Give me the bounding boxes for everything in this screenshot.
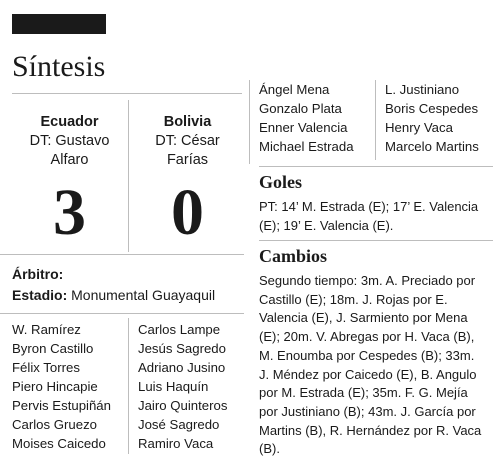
goals-text <box>259 198 493 235</box>
ecuador-lineup-left <box>12 320 111 453</box>
player: José Sagredo <box>138 417 220 432</box>
player: Marcelo Martins <box>385 139 479 154</box>
referee-label: Árbitro: <box>12 266 64 282</box>
away-team-name: Bolivia <box>163 114 212 130</box>
player: Henry Vaca <box>385 120 453 135</box>
changes-heading: Cambios <box>259 246 328 266</box>
home-team-name: Ecuador <box>40 114 99 130</box>
player: Luis Haquín <box>138 379 209 394</box>
player: Moises Caicedo <box>12 436 106 451</box>
player: Adriano Jusino <box>138 360 226 375</box>
player: L. Justiniano <box>385 82 460 97</box>
player: Enner Valencia <box>259 120 348 135</box>
home-coach-line2: Alfaro <box>50 152 89 168</box>
away-score: 0 <box>171 176 204 249</box>
changes-line: (E); 20m. V. Abregas por H. Vaca (B), <box>259 329 475 345</box>
page-column-divider <box>249 80 250 164</box>
goals-heading: Goles <box>259 172 302 192</box>
teams-divider <box>128 100 129 252</box>
changes-line: (B). <box>259 441 280 457</box>
home-coach-line1: DT: Gustavo <box>29 133 110 149</box>
title-divider <box>12 93 242 94</box>
bolivia-lineup-right <box>385 80 479 156</box>
ecuador-lineup-right <box>259 80 354 156</box>
changes-line: Castillo (E); 18m. J. Rojas por E. <box>259 291 448 307</box>
away-coach-line1: DT: César <box>155 133 220 149</box>
changes-line: por Justiniano (B); 43m. J. García por <box>259 403 476 419</box>
player: Jesús Sagredo <box>138 341 226 356</box>
home-score: 3 <box>53 176 86 249</box>
lineup-column-divider <box>128 318 129 454</box>
changes-divider <box>259 240 493 241</box>
goals-line: PT: 14’ M. Estrada (E); 17’ E. Valencia <box>259 199 479 214</box>
player: Carlos Lampe <box>138 322 221 337</box>
bolivia-lineup-left <box>138 320 227 453</box>
changes-line: Valencia (E), J. Sarmiento por Mena <box>259 310 468 326</box>
section-title: Síntesis <box>12 50 106 83</box>
changes-line: por M. Estrada (E); 35m. F. G. Mejía <box>259 385 468 401</box>
stadium-line <box>12 287 215 303</box>
score-divider <box>0 254 244 255</box>
stadium-value: Monumental Guayaquil <box>71 287 216 303</box>
lineup-divider <box>0 313 244 314</box>
player: Gonzalo Plata <box>259 101 342 116</box>
changes-line: M. Enoumba por Cespedes (B); 33m. <box>259 347 475 363</box>
player: W. Ramírez <box>12 322 81 337</box>
player: Carlos Gruezo <box>12 417 98 432</box>
player: Piero Hincapie <box>12 379 98 394</box>
referee-line <box>12 266 63 282</box>
stadium-label: Estadio: <box>12 287 68 303</box>
player: Félix Torres <box>12 360 80 375</box>
player: Boris Cespedes <box>385 101 479 116</box>
away-coach-line2: Farías <box>166 152 209 168</box>
changes-text <box>259 272 493 459</box>
section-marker-bar <box>12 14 106 34</box>
goals-line: (E); 19’ E. Valencia (E). <box>259 217 394 233</box>
changes-line: J. Méndez por Caicedo (E), B. Angulo <box>259 366 477 382</box>
player: Pervis Estupiñán <box>12 398 111 413</box>
goals-divider <box>259 166 493 167</box>
right-lineup-divider <box>375 80 376 160</box>
changes-line: Segundo tiempo: 3m. A. Preciado por <box>259 273 476 288</box>
home-team <box>12 113 127 170</box>
player: Byron Castillo <box>12 341 94 356</box>
player: Jairo Quinteros <box>138 398 228 413</box>
player: Ángel Mena <box>259 82 330 97</box>
away-team <box>130 113 245 170</box>
player: Ramiro Vaca <box>138 436 214 451</box>
player: Michael Estrada <box>259 139 354 154</box>
changes-line: Martins (B), R. Hernández por R. Vaca <box>259 422 482 438</box>
